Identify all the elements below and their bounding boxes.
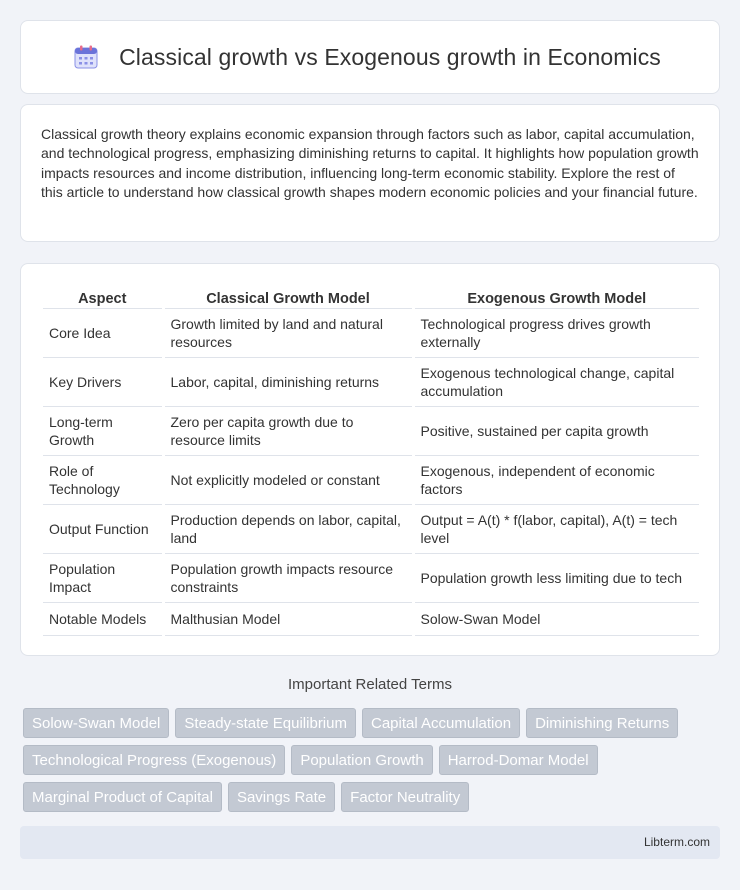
cell-aspect: Core Idea bbox=[43, 308, 163, 357]
page-title: Classical growth vs Exogenous growth in Economics bbox=[119, 43, 661, 70]
cell-exogenous: Positive, sustained per capita growth bbox=[413, 406, 699, 455]
cell-classical: Zero per capita growth due to resource limits bbox=[163, 406, 413, 455]
comparison-card bbox=[20, 263, 720, 656]
cell-exogenous: Exogenous, independent of economic factors bbox=[413, 455, 699, 504]
cell-aspect: Population Impact bbox=[43, 553, 163, 602]
cell-exogenous: Exogenous technological change, capital accumulation bbox=[413, 357, 699, 406]
table-header-row bbox=[43, 284, 699, 308]
cell-classical: Malthusian Model bbox=[163, 602, 413, 635]
footer-site-link[interactable]: Libterm.com bbox=[643, 835, 710, 849]
table-row bbox=[43, 504, 699, 553]
cell-exogenous: Technological progress drives growth externally bbox=[413, 308, 699, 357]
related-term-tag[interactable]: Population Growth bbox=[291, 745, 432, 775]
cell-aspect: Notable Models bbox=[43, 602, 163, 635]
related-term-tag[interactable]: Capital Accumulation bbox=[362, 708, 520, 738]
related-terms-title: Important Related Terms bbox=[288, 676, 452, 693]
related-term-tag[interactable]: Savings Rate bbox=[228, 782, 335, 812]
comparison-table bbox=[43, 284, 699, 636]
related-term-tag[interactable]: Factor Neutrality bbox=[341, 782, 469, 812]
cell-exogenous: Population growth less limiting due to tech bbox=[413, 553, 699, 602]
related-term-tag[interactable]: Solow-Swan Model bbox=[23, 708, 169, 738]
table-row bbox=[43, 455, 699, 504]
table-row bbox=[43, 553, 699, 602]
related-term-tag[interactable]: Diminishing Returns bbox=[526, 708, 678, 738]
table-row bbox=[43, 308, 699, 357]
related-terms-list bbox=[23, 708, 723, 812]
cell-classical: Growth limited by land and natural resources bbox=[163, 308, 413, 357]
header-card bbox=[20, 20, 720, 94]
related-term-tag[interactable]: Harrod-Domar Model bbox=[439, 745, 598, 775]
related-term-tag[interactable]: Steady-state Equilibrium bbox=[175, 708, 356, 738]
cell-aspect: Long-term Growth bbox=[43, 406, 163, 455]
table-row bbox=[43, 602, 699, 635]
related-term-tag[interactable]: Marginal Product of Capital bbox=[23, 782, 222, 812]
header-exogenous: Exogenous Growth Model bbox=[413, 284, 699, 308]
header-classical: Classical Growth Model bbox=[163, 284, 413, 308]
cell-classical: Population growth impacts resource constraints bbox=[163, 553, 413, 602]
cell-classical: Labor, capital, diminishing returns bbox=[163, 357, 413, 406]
cell-classical: Production depends on labor, capital, land bbox=[163, 504, 413, 553]
table-row bbox=[43, 406, 699, 455]
footer bbox=[20, 826, 720, 859]
cell-classical: Not explicitly modeled or constant bbox=[163, 455, 413, 504]
cell-exogenous: Solow-Swan Model bbox=[413, 602, 699, 635]
related-term-tag[interactable]: Technological Progress (Exogenous) bbox=[23, 745, 285, 775]
cell-aspect: Role of Technology bbox=[43, 455, 163, 504]
intro-text: Classical growth theory explains economic expansion through factors such as labor, capital accumulation, and technological progress, emphasizing diminishing returns to capital. It highlights how population growth impacts resources and income distribution, influencing long-term economic stability. Explore the rest of this article to understand how classical growth shapes modern economic policies and your financial future. bbox=[41, 126, 699, 201]
calendar-icon bbox=[73, 44, 99, 70]
cell-aspect: Key Drivers bbox=[43, 357, 163, 406]
header-aspect: Aspect bbox=[43, 284, 163, 308]
intro-card bbox=[20, 104, 720, 242]
cell-exogenous: Output = A(t) * f(labor, capital), A(t) = tech level bbox=[413, 504, 699, 553]
table-row bbox=[43, 357, 699, 406]
cell-aspect: Output Function bbox=[43, 504, 163, 553]
